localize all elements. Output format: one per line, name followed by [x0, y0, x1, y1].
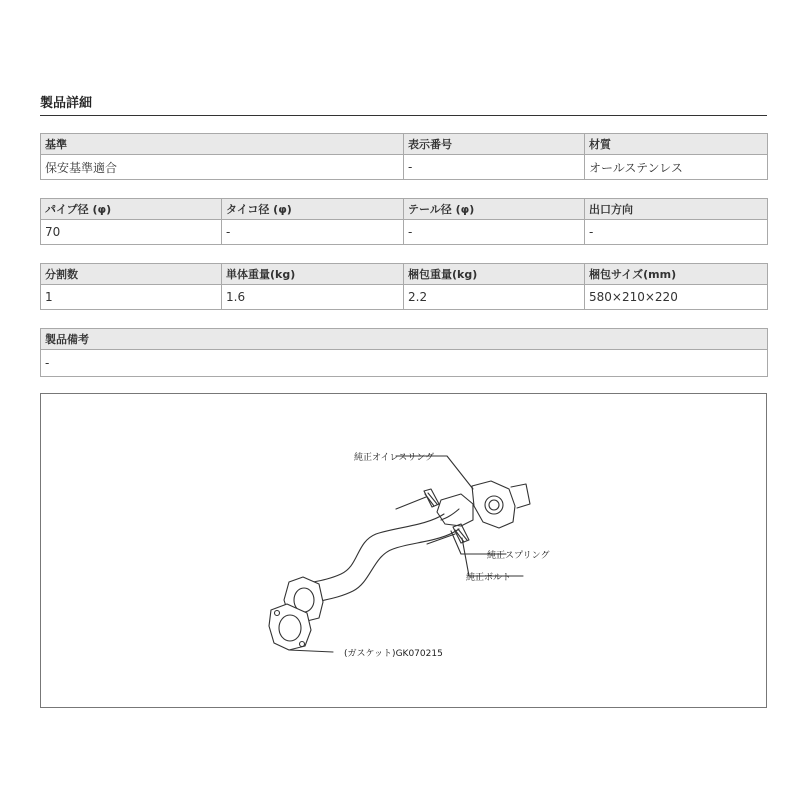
- table-header-row: [41, 134, 768, 155]
- value-exit-direction: -: [585, 220, 768, 245]
- header-package-weight: 梱包重量(kg): [404, 264, 585, 285]
- header-display-number: 表示番号: [404, 134, 585, 155]
- value-unit-weight: 1.6: [222, 285, 404, 310]
- table-header-row: [41, 329, 768, 350]
- header-product-notes: 製品備考: [41, 329, 768, 350]
- header-unit-weight: 単体重量(kg): [222, 264, 404, 285]
- lower-bolt: [427, 534, 455, 544]
- value-muffler-diameter: -: [222, 220, 404, 245]
- header-exit-direction: 出口方向: [585, 199, 768, 220]
- callout-oil-ring: 純正オイレスリング: [354, 453, 435, 463]
- spec-table-weights: [40, 263, 768, 310]
- table-row: [41, 285, 768, 310]
- header-standard: 基準: [41, 134, 404, 155]
- value-pipe-diameter: 70: [41, 220, 222, 245]
- product-diagram: [40, 393, 767, 708]
- pipe-upper-edge: [296, 514, 444, 586]
- table-row: [41, 220, 768, 245]
- value-material: オールステンレス: [585, 155, 768, 180]
- spec-table-standard: [40, 133, 768, 180]
- callout-gasket: (ガスケット)GK070215: [344, 649, 443, 659]
- table-header-row: [41, 264, 768, 285]
- callout-bolt: 純正ボルト: [466, 573, 512, 583]
- value-pieces: 1: [41, 285, 222, 310]
- header-pipe-diameter: パイプ径 (φ): [41, 199, 222, 220]
- front-flange: [437, 494, 473, 526]
- section-divider: [40, 115, 767, 116]
- table-header-row: [41, 199, 768, 220]
- value-tail-diameter: -: [404, 220, 585, 245]
- header-muffler-diameter: タイコ径 (φ): [222, 199, 404, 220]
- table-row: [41, 155, 768, 180]
- value-standard: 保安基準適合: [41, 155, 404, 180]
- header-tail-diameter: テール径 (φ): [404, 199, 585, 220]
- header-pieces: 分割数: [41, 264, 222, 285]
- spec-table-notes: [40, 328, 768, 377]
- upper-bolt: [396, 497, 426, 509]
- exhaust-pipe-illustration: [41, 394, 766, 707]
- callout-spring: 純正スプリング: [487, 551, 550, 561]
- section-title: 製品詳細: [40, 96, 93, 111]
- value-package-size: 580×210×220: [585, 285, 768, 310]
- value-display-number: -: [404, 155, 585, 180]
- value-package-weight: 2.2: [404, 285, 585, 310]
- rear-flange: [472, 481, 515, 528]
- header-material: 材質: [585, 134, 768, 155]
- table-row: [41, 350, 768, 377]
- spec-table-diameters: [40, 198, 768, 245]
- header-package-size: 梱包サイズ(mm): [585, 264, 768, 285]
- value-product-notes: -: [41, 350, 768, 377]
